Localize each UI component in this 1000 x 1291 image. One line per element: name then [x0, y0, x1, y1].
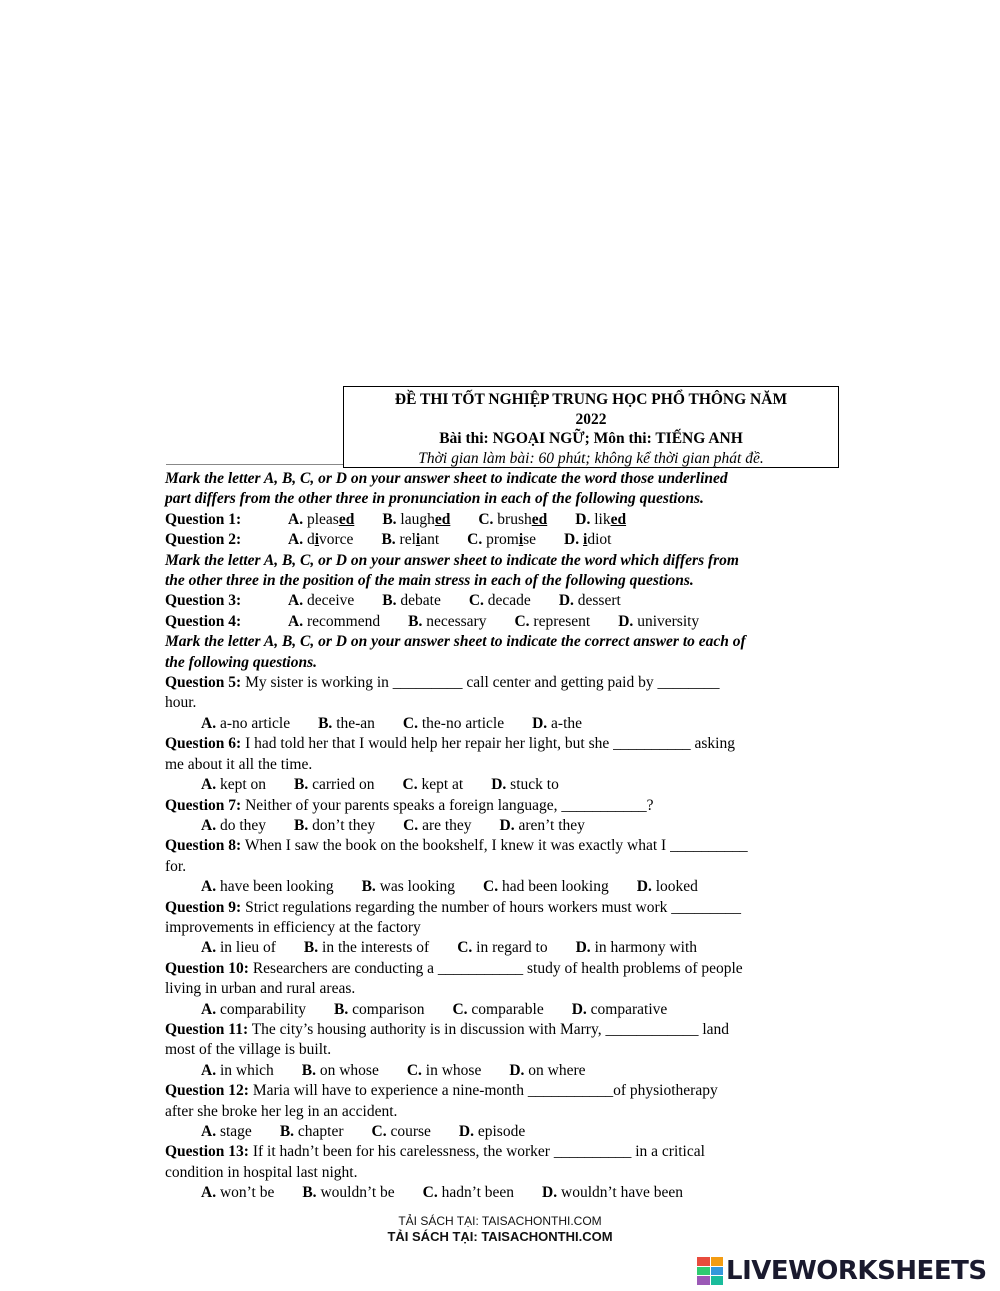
option-a: A. a-no article [201, 714, 291, 732]
instruction-correct-2: the following questions. [165, 653, 318, 671]
exam-title-year: 2022 [575, 410, 607, 428]
question-text-cont: improvements in efficiency at the factory [165, 918, 421, 936]
option-b: B. carried on [294, 776, 375, 794]
question-text-cont: hour. [165, 694, 197, 712]
option-a: A. have been looking [201, 878, 334, 896]
question-label: Question 11: [165, 1020, 249, 1038]
option-a: A. deceive [288, 592, 355, 610]
question-text-cont: me about it all the time. [165, 755, 313, 773]
question-text-cont: most of the village is built. [165, 1041, 332, 1059]
question-label: Question 5: [165, 674, 242, 692]
option-d: D. a-the [532, 714, 583, 732]
option-a: A. divorce [288, 531, 354, 549]
option-b: B. was looking [361, 878, 456, 896]
option-b: B. reliant [381, 531, 440, 549]
option-c: C. had been looking [483, 878, 609, 896]
question-7 [165, 796, 845, 837]
option-d: D. looked [636, 878, 698, 896]
option-c: C. kept at [402, 776, 464, 794]
question-text-cont: condition in hospital last night. [165, 1163, 358, 1181]
question-text: When I saw the book on the bookshelf, I knew it was exactly what I __________ [241, 837, 748, 855]
option-a: A. in lieu of [201, 939, 276, 957]
liveworksheets-wordmark: LIVEWORKSHEETS [726, 1256, 987, 1286]
question-label: Question 4: [165, 612, 242, 630]
option-b: B. chapter [279, 1123, 344, 1140]
option-c: C. brushed [478, 510, 548, 528]
question-text: Neither of your parents speaks a foreign language, ___________? [241, 796, 654, 814]
exam-title-line1: ĐỀ THI TỐT NGHIỆP TRUNG HỌC PHỔ THÔNG NĂM [394, 391, 788, 408]
option-a: A. in which [201, 1061, 274, 1079]
footer-source-line-bold: TẢI SÁCH TẠI: TAISACHONTHI.COM [387, 1229, 613, 1244]
option-b: B. necessary [408, 612, 487, 630]
option-d: D. on where [509, 1061, 586, 1079]
option-c: C. in whose [406, 1061, 482, 1079]
question-text-cont: living in urban and rural areas. [165, 980, 356, 998]
question-label: Question 7: [165, 796, 242, 814]
option-d: D. dessert [558, 592, 621, 610]
option-c: C. the-no article [402, 714, 505, 732]
option-b: B. laughed [382, 510, 451, 528]
instruction-pronunciation-1: Mark the letter A, B, C, or D on your answer sheet to indicate the word those underlined [165, 470, 728, 487]
question-10 [165, 959, 845, 1020]
question-text-cont: after she broke her leg in an accident. [165, 1102, 398, 1120]
option-a: A. recommend [288, 612, 381, 630]
option-b: B. debate [382, 592, 441, 610]
question-label: Question 10: [165, 959, 249, 977]
option-c: C. promise [467, 531, 537, 549]
option-c: C. decade [468, 592, 531, 610]
exam-time-note: Thời gian làm bài: 60 phút; không kể thời gian phát đề. [418, 449, 764, 467]
option-a: A. do they [201, 816, 267, 834]
question-5 [165, 673, 845, 734]
option-a: A. pleased [288, 510, 355, 528]
question-11 [165, 1020, 845, 1081]
option-c: C. hadn’t been [422, 1184, 515, 1202]
question-1 [165, 510, 845, 530]
option-b: B. on whose [301, 1061, 379, 1079]
question-text: Researchers are conducting a ___________ study of health problems of people [248, 959, 743, 977]
liveworksheets-logo[interactable] [697, 1254, 987, 1288]
instruction-stress-2: the other three in the position of the main stress in each of the following questions. [165, 572, 694, 590]
footer-source-line: TẢI SÁCH TẠI: TAISACHONTHI.COM [398, 1214, 602, 1228]
option-d: D. episode [458, 1123, 526, 1140]
option-c: C. represent [514, 612, 591, 630]
option-d: D. comparative [571, 1000, 668, 1018]
option-d: D. liked [575, 510, 627, 528]
question-9 [165, 898, 845, 959]
option-d: D. aren’t they [499, 816, 585, 834]
question-8 [165, 836, 845, 897]
question-label: Question 2: [165, 531, 242, 549]
instruction-correct-1: Mark the letter A, B, C, or D on your answer sheet to indicate the correct answer to each of [165, 633, 746, 651]
question-6 [165, 734, 845, 795]
question-4 [165, 612, 845, 632]
option-b: B. comparison [334, 1000, 425, 1018]
question-label: Question 1: [165, 510, 242, 528]
option-a: A. stage [201, 1123, 252, 1140]
question-text-cont: for. [165, 857, 187, 875]
question-label: Question 12: [165, 1082, 249, 1100]
option-b: B. wouldn’t be [302, 1184, 395, 1202]
question-text: My sister is working in _________ call center and getting paid by ________ [241, 674, 720, 692]
question-text: Maria will have to experience a nine-month ___________of physiotherapy [248, 1082, 718, 1100]
option-b: B. the-an [318, 714, 375, 732]
question-label: Question 13: [165, 1143, 249, 1161]
option-c: C. are they [403, 816, 472, 834]
option-d: D. university [618, 612, 700, 630]
option-a: A. won’t be [201, 1184, 275, 1202]
exam-subject: Bài thi: NGOẠI NGỮ; Môn thi: TIẾNG ANH [439, 430, 743, 447]
liveworksheets-icon [697, 1257, 723, 1285]
option-d: D. idiot [564, 531, 612, 549]
option-a: A. kept on [201, 776, 267, 794]
question-label: Question 8: [165, 837, 242, 855]
option-d: D. wouldn’t have been [542, 1184, 683, 1202]
option-c: C. course [371, 1123, 431, 1140]
option-d: D. stuck to [491, 776, 559, 794]
exam-content [165, 469, 845, 1204]
instruction-pronunciation-2: part differs from the other three in pronunciation in each of the following questions. [165, 490, 704, 508]
option-b: B. don’t they [294, 816, 376, 834]
question-text: Strict regulations regarding the number of hours workers must work _________ [241, 898, 742, 916]
header-divider [166, 464, 343, 465]
option-c: C. comparable [452, 1000, 544, 1018]
question-text: I had told her that I would help her repair her light, but she __________ asking [241, 735, 735, 753]
question-label: Question 3: [165, 592, 242, 610]
question-3 [165, 591, 845, 611]
exam-header [343, 386, 839, 468]
question-label: Question 9: [165, 898, 242, 916]
question-text: If it hadn’t been for his carelessness, the worker __________ in a critical [248, 1143, 705, 1161]
option-b: B. in the interests of [303, 939, 430, 957]
option-a: A. comparability [201, 1000, 307, 1018]
option-d: D. in harmony with [575, 939, 698, 957]
instruction-stress-1: Mark the letter A, B, C, or D on your answer sheet to indicate the word which differs from [165, 551, 739, 569]
question-13 [165, 1142, 845, 1203]
question-12 [165, 1081, 845, 1142]
question-text: The city’s housing authority is in discussion with Marry, ____________ land [248, 1020, 730, 1038]
question-2 [165, 530, 845, 550]
option-c: C. in regard to [457, 939, 548, 957]
question-label: Question 6: [165, 735, 242, 753]
